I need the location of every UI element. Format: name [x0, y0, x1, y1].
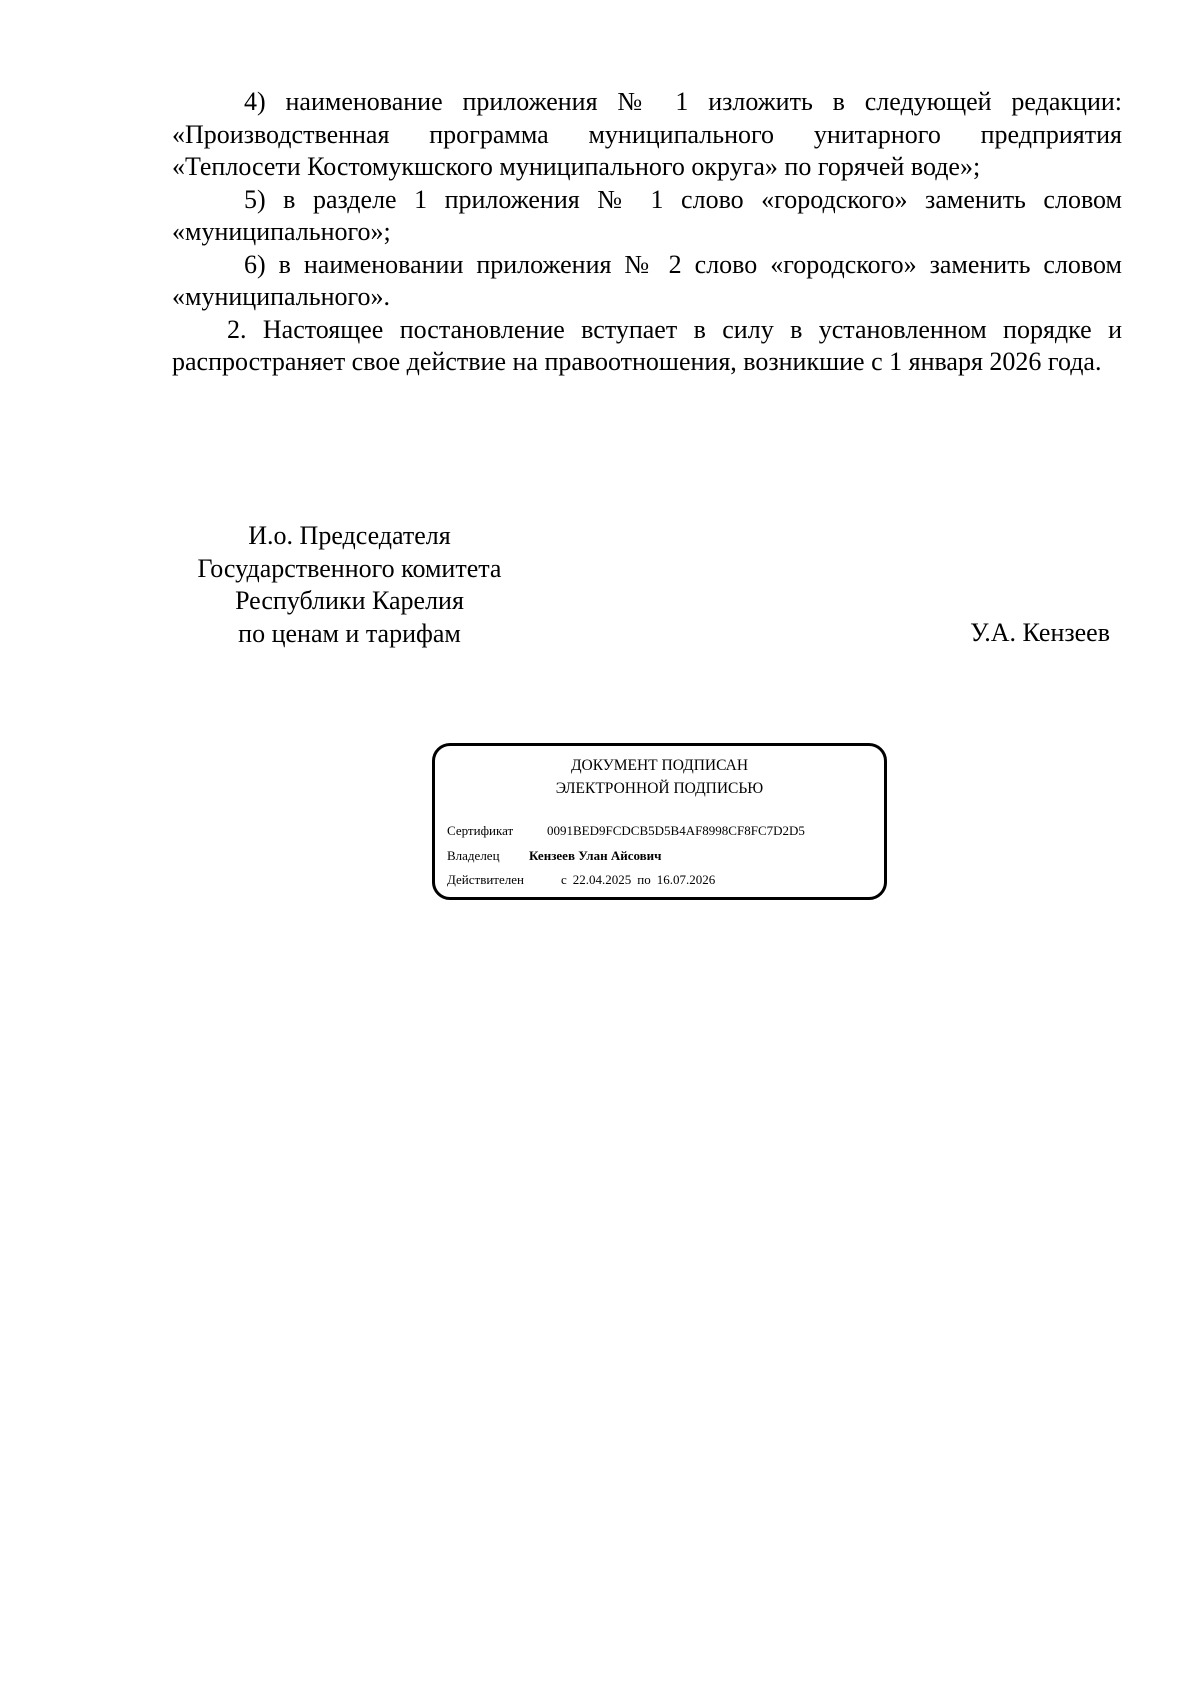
position-line: И.о. Председателя [248, 521, 451, 550]
paragraph-item-5: 5) в разделе 1 приложения № 1 слово «городского» заменить словом «муниципального»; [172, 184, 1122, 246]
stamp-title [435, 754, 884, 800]
valid-from-date: 22.04.2025 [572, 872, 632, 887]
validity-label: Действителен [447, 872, 524, 887]
owner-row [447, 848, 662, 864]
paragraph-item-4: 4) наименование приложения № 1 изложить в следующей редакции: «Производственная программа муниципального унитарного предприятия «Теплосети Костомукшского муниципального округа» по горячей воде»; [172, 87, 1122, 181]
certificate-row [447, 823, 805, 839]
valid-to-word: по [637, 872, 651, 887]
electronic-signature-stamp [432, 743, 887, 900]
signatory-position [172, 520, 527, 650]
signatory-name: У.А. Кензеев [970, 618, 1110, 647]
stamp-title-line: ДОКУМЕНТ ПОДПИСАН [570, 757, 749, 774]
paragraph-clause-2: 2. Настоящее постановление вступает в силу в установленном порядке и распространяет свое действие на правоотношения, возникшие с 1 января 2026 года. [172, 314, 1122, 376]
certificate-label: Сертификат [447, 823, 514, 838]
position-line: Государственного комитета [197, 553, 502, 583]
validity-row [447, 872, 721, 888]
valid-to-date: 16.07.2026 [656, 872, 716, 887]
document-body [172, 86, 1122, 379]
paragraph-item-6: 6) в наименовании приложения № 2 слово «городского» заменить словом «муниципального». [172, 249, 1122, 311]
position-line: Республики Карелия [235, 586, 464, 615]
certificate-value: 0091BED9FCDCB5D5B4AF8998CF8FC7D2D5 [547, 823, 805, 838]
position-line: по ценам и тарифам [238, 618, 461, 648]
valid-from-word: с [561, 872, 567, 887]
stamp-title-line: ЭЛЕКТРОННОЙ ПОДПИСЬЮ [555, 780, 764, 797]
owner-value: Кензеев Улан Айсович [529, 848, 662, 863]
owner-label: Владелец [447, 848, 500, 863]
